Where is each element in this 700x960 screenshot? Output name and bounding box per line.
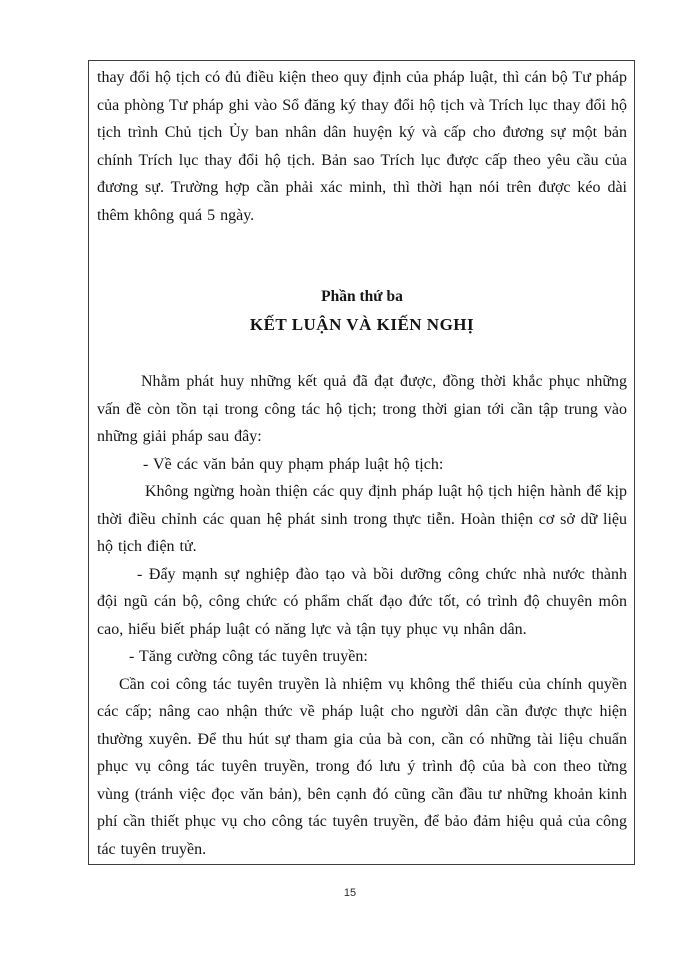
section-heading [97,283,627,338]
text-frame [88,60,635,865]
page-number: 15 [343,887,357,899]
body-paragraph: Không ngừng hoàn thiện các quy định pháp luật hộ tịch hiện hành để kịp thời điều chỉnh các quan hệ phát sinh trong thực tiễn. Hoàn thiện cơ sở dữ liệu hộ tịch điện tử. [97,483,627,555]
bullet-paragraph: - Đẩy mạnh sự nghiệp đào tạo và bồi dưỡng công chức nhà nước thành đội ngũ cán bộ, công chức có phẩm chất đạo đức tốt, có trình độ chuyên môn cao, hiểu biết pháp luật có năng lực và tận tụy phục vụ nhân dân. [97,565,627,638]
continuation-paragraph: thay đổi hộ tịch có đủ điều kiện theo quy định của pháp luật, thì cán bộ Tư pháp của phòng Tư pháp ghi vào Sổ đăng ký thay đổi hộ tịch và Trích lục thay đổi hộ tịch trình Chủ tịch Ủy ban nhân dân huyện ký và cấp cho đương sự một bản chính Trích lục thay đổi hộ tịch. Bản sao Trích lục được cấp theo yêu cầu của đương sự. Trường hợp cần phải xác minh, thì thời hạn nói trên được kéo dài thêm không quá 5 ngày. [97,69,627,224]
body-paragraph: Cần coi công tác tuyên truyền là nhiệm vụ không thể thiếu của chính quyền các cấp; nâng cao nhận thức về pháp luật cho người dân cần được thực hiện thường xuyên. Để thu hút sự tham gia của bà con, cần có những tài liệu chuẩn phục vụ công tác tuyên truyền, trong đó lưu ý trình độ của bà con theo từng vùng (tránh việc đọc văn bản), bên cạnh đó cũng cần đầu tư những khoản kinh phí cần thiết phục vụ cho công tác tuyên truyền, để bảo đảm hiệu quả của công tác tuyên truyền. [97,675,627,858]
section-title: KẾT LUẬN VÀ KIẾN NGHỊ [249,314,475,334]
bullet-paragraph: - Về các văn bản quy phạm pháp luật hộ tịch: [143,455,444,473]
body-paragraph: Nhằm phát huy những kết quả đã đạt được, đồng thời khắc phục những vấn đề còn tồn tại trong công tác hộ tịch; trong thời gian tới cần tập trung vào những giải pháp sau đây: [97,373,627,445]
bullet-paragraph: - Tăng cường công tác tuyên truyền: [129,648,368,665]
section-part-label: Phần thứ ba [321,288,403,305]
